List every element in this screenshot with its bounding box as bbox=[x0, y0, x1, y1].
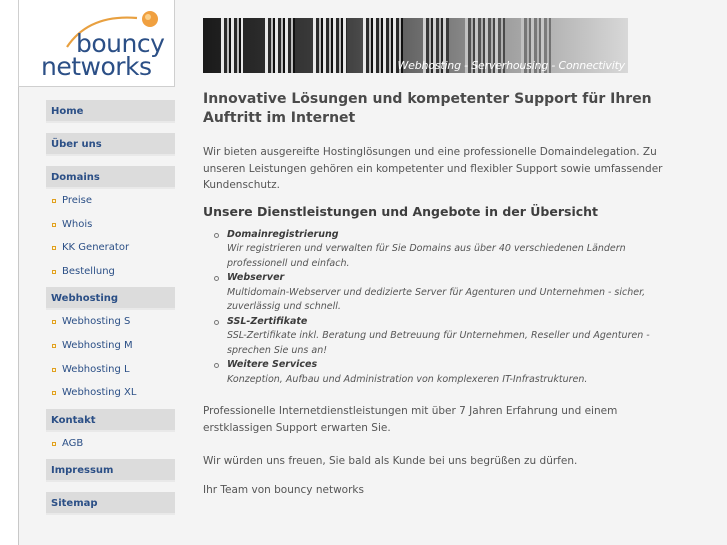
logo-text-bouncy: bouncy bbox=[76, 29, 165, 58]
nav-domains-submenu bbox=[46, 189, 175, 283]
list-item bbox=[211, 315, 681, 359]
bullet-icon bbox=[52, 442, 56, 446]
service-title: Domainregistrierung bbox=[227, 228, 339, 240]
nav-item-webhosting-xl[interactable] bbox=[46, 381, 175, 405]
signature: Ihr Team von bouncy networks bbox=[203, 483, 364, 496]
service-description: Wir registrieren und verwalten für Sie Domains aus über 40 verschiedenen Ländern professionell und einfach. bbox=[227, 243, 626, 269]
nav-item-webhosting-l[interactable] bbox=[46, 358, 175, 382]
main-content bbox=[203, 90, 681, 498]
nav-item-agb[interactable] bbox=[46, 432, 175, 456]
banner-rack-graphic bbox=[313, 18, 347, 73]
nav-domains[interactable]: Domains bbox=[46, 166, 175, 189]
section-heading: Unsere Dienstleistungen und Angebote in der Übersicht bbox=[203, 203, 599, 219]
banner-rack-graphic bbox=[265, 18, 295, 73]
service-description: Multidomain-Webserver und dedizierte Server für Agenturen und Unternehmen - sicher, zuverlässig und schnell. bbox=[227, 286, 646, 312]
services-list bbox=[211, 228, 681, 388]
bullet-icon bbox=[52, 320, 56, 324]
list-item bbox=[211, 358, 681, 387]
nav-sitemap[interactable]: Sitemap bbox=[46, 492, 175, 515]
bullet-icon bbox=[52, 368, 56, 372]
nav-webhosting-submenu bbox=[46, 310, 175, 404]
banner-caption: Webhosting - Serverhousing - Connectivity bbox=[397, 59, 625, 72]
nav-item-label: AGB bbox=[62, 437, 84, 449]
service-title: Weitere Services bbox=[227, 359, 318, 370]
banner-rack-graphic bbox=[221, 18, 243, 73]
nav-contact-submenu bbox=[46, 432, 175, 456]
bullet-icon bbox=[52, 270, 56, 274]
nav-item-label: Bestellung bbox=[62, 265, 115, 277]
bullet-icon bbox=[52, 223, 56, 227]
nav-item-label: Webhosting XL bbox=[62, 387, 137, 399]
bullet-icon bbox=[52, 199, 56, 203]
bullet-icon bbox=[214, 363, 219, 368]
nav-item-kk-generator[interactable] bbox=[46, 236, 175, 260]
list-item bbox=[211, 271, 681, 315]
bullet-icon bbox=[52, 246, 56, 250]
nav-contact[interactable]: Kontakt bbox=[46, 409, 175, 432]
nav-imprint[interactable]: Impressum bbox=[46, 459, 175, 482]
page-title: Innovative Lösungen und kompetenter Support für Ihren Auftritt im Internet bbox=[203, 91, 652, 126]
nav-home[interactable]: Home bbox=[46, 100, 175, 123]
welcome-paragraph: Wir würden uns freuen, Sie bald als Kunde bei uns begrüßen zu dürfen. bbox=[203, 455, 578, 467]
nav-item-label: Whois bbox=[62, 218, 93, 230]
nav-item-whois[interactable] bbox=[46, 213, 175, 237]
nav-webhosting[interactable]: Webhosting bbox=[46, 287, 175, 310]
nav-about[interactable]: Über uns bbox=[46, 133, 175, 156]
sidebar-nav bbox=[46, 100, 175, 515]
nav-item-webhosting-m[interactable] bbox=[46, 334, 175, 358]
nav-item-label: Webhosting L bbox=[62, 363, 130, 375]
service-description: Konzeption, Aufbau und Administration von komplexeren IT-Infrastrukturen. bbox=[227, 373, 588, 385]
bullet-icon bbox=[52, 344, 56, 348]
nav-item-label: KK Generator bbox=[62, 242, 130, 254]
bullet-icon bbox=[214, 276, 219, 281]
experience-paragraph: Professionelle Internetdienstleistungen mit über 7 Jahren Erfahrung und einem erstklassigen Support erwarten Sie. bbox=[203, 405, 618, 434]
nav-item-label: Preise bbox=[62, 195, 93, 206]
intro-paragraph: Wir bieten ausgereifte Hostinglösungen und eine professionelle Domaindelegation. Zu unseren Leistungen gehören ein kompetenter und flexibler Support sowie umfassender Kundenschutz. bbox=[203, 146, 663, 191]
service-title: SSL-Zertifikate bbox=[227, 315, 308, 327]
bullet-icon bbox=[214, 320, 219, 325]
logo-text-networks: networks bbox=[41, 52, 152, 81]
header-banner bbox=[203, 18, 628, 73]
service-description: SSL-Zertifikate inkl. Beratung und Betreuung für Unternehmen, Reseller und Agenturen - sprechen Sie uns an! bbox=[227, 330, 650, 356]
nav-item-webhosting-s[interactable] bbox=[46, 310, 175, 334]
nav-item-label: Webhosting S bbox=[62, 316, 131, 328]
nav-item-bestellung[interactable] bbox=[46, 260, 175, 284]
bullet-icon bbox=[52, 391, 56, 395]
nav-item-label: Webhosting M bbox=[62, 339, 133, 351]
bullet-icon bbox=[214, 233, 219, 238]
list-item bbox=[211, 228, 681, 272]
logo[interactable] bbox=[18, 0, 175, 87]
nav-item-preise[interactable] bbox=[46, 189, 175, 213]
service-title: Webserver bbox=[227, 272, 285, 283]
